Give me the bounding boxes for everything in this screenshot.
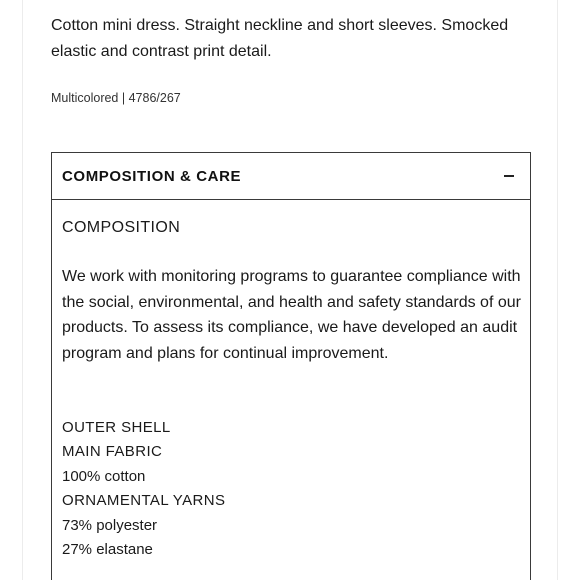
- composition-care-header[interactable]: [52, 153, 530, 200]
- product-reference: 4786/267: [128, 91, 181, 105]
- product-description: Cotton mini dress. Straight neckline and short sleeves. Smocked elastic and contrast print detail.: [51, 17, 509, 60]
- minus-icon: [504, 175, 514, 177]
- composition-item-outer-shell: OUTER SHELL: [62, 419, 171, 436]
- meta-separator: |: [121, 91, 126, 105]
- composition-item-cotton: 100% cotton: [62, 467, 146, 485]
- composition-list: [62, 416, 225, 562]
- composition-item-polyester: 73% polyester: [62, 516, 158, 534]
- composition-heading: COMPOSITION: [62, 219, 181, 236]
- product-color: Multicolored: [51, 91, 119, 105]
- composition-item-elastane: 27% elastane: [62, 541, 153, 559]
- compliance-text: We work with monitoring programs to guarantee compliance with the social, environmental, and health and safety standards of our products. To assess its compliance, we have developed an audit program and plans for continual improvement.: [62, 268, 521, 362]
- composition-item-ornamental-yarns: ORNAMENTAL YARNS: [62, 492, 226, 510]
- composition-item-main-fabric: MAIN FABRIC: [62, 443, 163, 461]
- panel-title: COMPOSITION & CARE: [62, 167, 242, 185]
- collapse-button[interactable]: [498, 165, 520, 187]
- product-meta: [51, 90, 181, 106]
- composition-care-panel: [51, 152, 531, 580]
